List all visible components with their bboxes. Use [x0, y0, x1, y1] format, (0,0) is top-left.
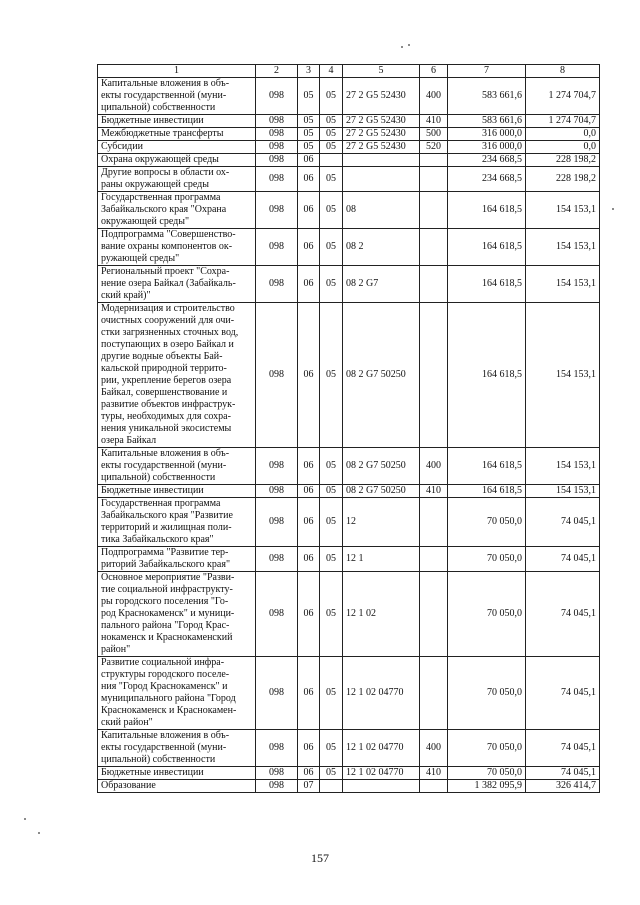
ministry-code-cell: 098: [256, 498, 298, 547]
ministry-code-cell: 098: [256, 657, 298, 730]
amount-year1-cell: 164 618,5: [448, 303, 526, 448]
item-name-cell: Государственная программа Забайкальского края "Охрана окружающей среды": [98, 192, 256, 229]
ministry-code-cell: 098: [256, 154, 298, 167]
subsection-code-cell: 05: [320, 657, 343, 730]
section-code-cell: 07: [298, 780, 320, 793]
section-code-cell: 05: [298, 128, 320, 141]
expense-type-cell: [420, 266, 448, 303]
item-name-cell: Другие вопросы в области ох- раны окружающей среды: [98, 167, 256, 192]
header-cell: 5: [343, 65, 420, 78]
amount-year2-cell: 154 153,1: [526, 448, 600, 485]
subsection-code-cell: 05: [320, 767, 343, 780]
item-name-cell: Капитальные вложения в объ- екты государственной (муни- ципальной) собственности: [98, 78, 256, 115]
target-article-cell: 08 2 G7: [343, 266, 420, 303]
amount-year1-cell: 316 000,0: [448, 141, 526, 154]
table-row: [98, 78, 600, 115]
expense-type-cell: [420, 303, 448, 448]
target-article-cell: [343, 154, 420, 167]
subsection-code-cell: 05: [320, 192, 343, 229]
amount-year1-cell: 70 050,0: [448, 730, 526, 767]
expense-type-cell: [420, 498, 448, 547]
target-article-cell: 08 2 G7 50250: [343, 303, 420, 448]
header-cell: 7: [448, 65, 526, 78]
expense-type-cell: [420, 780, 448, 793]
subsection-code-cell: [320, 154, 343, 167]
section-code-cell: 06: [298, 547, 320, 572]
subsection-code-cell: 05: [320, 448, 343, 485]
item-name-cell: Основное мероприятие "Разви- тие социальной инфраструкту- ры городского поселения "Го- род Краснокаменск" и муници- пального района "Город Крас- нокаменск и Краснокаменский район": [98, 572, 256, 657]
amount-year2-cell: 326 414,7: [526, 780, 600, 793]
amount-year2-cell: 228 198,2: [526, 154, 600, 167]
table-row: [98, 154, 600, 167]
amount-year2-cell: 74 045,1: [526, 498, 600, 547]
amount-year2-cell: 1 274 704,7: [526, 115, 600, 128]
target-article-cell: 12 1 02 04770: [343, 730, 420, 767]
amount-year2-cell: 74 045,1: [526, 730, 600, 767]
expense-type-cell: [420, 657, 448, 730]
section-code-cell: 06: [298, 730, 320, 767]
subsection-code-cell: 05: [320, 115, 343, 128]
amount-year2-cell: 154 153,1: [526, 266, 600, 303]
amount-year2-cell: 154 153,1: [526, 229, 600, 266]
amount-year2-cell: 74 045,1: [526, 657, 600, 730]
item-name-cell: Государственная программа Забайкальского края "Развитие территорий и жилищная поли- тика Забайкальского края": [98, 498, 256, 547]
expense-type-cell: [420, 229, 448, 266]
ministry-code-cell: 098: [256, 780, 298, 793]
expense-type-cell: 400: [420, 448, 448, 485]
target-article-cell: 08 2 G7 50250: [343, 448, 420, 485]
target-article-cell: 27 2 G5 52430: [343, 128, 420, 141]
subsection-code-cell: 05: [320, 78, 343, 115]
table-row: [98, 485, 600, 498]
amount-year2-cell: 154 153,1: [526, 485, 600, 498]
subsection-code-cell: 05: [320, 572, 343, 657]
section-code-cell: 06: [298, 154, 320, 167]
expense-type-cell: 500: [420, 128, 448, 141]
section-code-cell: 06: [298, 485, 320, 498]
ministry-code-cell: 098: [256, 192, 298, 229]
section-code-cell: 06: [298, 498, 320, 547]
target-article-cell: 12 1: [343, 547, 420, 572]
item-name-cell: Субсидии: [98, 141, 256, 154]
amount-year2-cell: 154 153,1: [526, 192, 600, 229]
item-name-cell: Бюджетные инвестиции: [98, 115, 256, 128]
header-cell: 4: [320, 65, 343, 78]
table-row: [98, 547, 600, 572]
subsection-code-cell: 05: [320, 128, 343, 141]
expense-type-cell: [420, 154, 448, 167]
amount-year1-cell: 164 618,5: [448, 266, 526, 303]
section-code-cell: 06: [298, 167, 320, 192]
subsection-code-cell: 05: [320, 266, 343, 303]
ministry-code-cell: 098: [256, 229, 298, 266]
item-name-cell: Подпрограмма "Развитие тер- риторий Забайкальского края": [98, 547, 256, 572]
section-code-cell: 05: [298, 78, 320, 115]
header-cell: 2: [256, 65, 298, 78]
item-name-cell: Бюджетные инвестиции: [98, 485, 256, 498]
page-number: 157: [311, 851, 329, 865]
scan-speck: [612, 208, 614, 210]
amount-year1-cell: 164 618,5: [448, 192, 526, 229]
table-row: [98, 730, 600, 767]
target-article-cell: [343, 167, 420, 192]
table-row: [98, 167, 600, 192]
target-article-cell: 27 2 G5 52430: [343, 141, 420, 154]
amount-year1-cell: 164 618,5: [448, 229, 526, 266]
table-header-row: [98, 65, 600, 78]
expense-type-cell: 520: [420, 141, 448, 154]
amount-year1-cell: 1 382 095,9: [448, 780, 526, 793]
amount-year1-cell: 164 618,5: [448, 485, 526, 498]
amount-year1-cell: 70 050,0: [448, 547, 526, 572]
amount-year2-cell: 0,0: [526, 128, 600, 141]
table-row: [98, 780, 600, 793]
amount-year1-cell: 583 661,6: [448, 78, 526, 115]
target-article-cell: 27 2 G5 52430: [343, 115, 420, 128]
table-body: [98, 78, 600, 793]
item-name-cell: Образование: [98, 780, 256, 793]
scan-speck: [408, 44, 410, 46]
table-row: [98, 303, 600, 448]
section-code-cell: 06: [298, 448, 320, 485]
header-cell: 3: [298, 65, 320, 78]
target-article-cell: 08 2: [343, 229, 420, 266]
amount-year1-cell: 164 618,5: [448, 448, 526, 485]
amount-year2-cell: 154 153,1: [526, 303, 600, 448]
table-row: [98, 266, 600, 303]
section-code-cell: 06: [298, 303, 320, 448]
section-code-cell: 06: [298, 192, 320, 229]
section-code-cell: 06: [298, 229, 320, 266]
expense-type-cell: 410: [420, 115, 448, 128]
budget-table: [97, 64, 600, 793]
ministry-code-cell: 098: [256, 730, 298, 767]
item-name-cell: Региональный проект "Сохра- нение озера Байкал (Забайкаль- ский край)": [98, 266, 256, 303]
ministry-code-cell: 098: [256, 572, 298, 657]
subsection-code-cell: 05: [320, 498, 343, 547]
item-name-cell: Охрана окружающей среды: [98, 154, 256, 167]
amount-year1-cell: 583 661,6: [448, 115, 526, 128]
target-article-cell: 27 2 G5 52430: [343, 78, 420, 115]
target-article-cell: 12: [343, 498, 420, 547]
table-row: [98, 767, 600, 780]
table-row: [98, 448, 600, 485]
expense-type-cell: 410: [420, 485, 448, 498]
expense-type-cell: [420, 547, 448, 572]
item-name-cell: Межбюджетные трансферты: [98, 128, 256, 141]
amount-year1-cell: 70 050,0: [448, 498, 526, 547]
section-code-cell: 06: [298, 767, 320, 780]
table-row: [98, 192, 600, 229]
expense-type-cell: [420, 572, 448, 657]
expense-type-cell: 400: [420, 730, 448, 767]
subsection-code-cell: 05: [320, 229, 343, 266]
ministry-code-cell: 098: [256, 78, 298, 115]
table-row: [98, 141, 600, 154]
amount-year1-cell: 234 668,5: [448, 154, 526, 167]
target-article-cell: 08 2 G7 50250: [343, 485, 420, 498]
item-name-cell: Развитие социальной инфра- структуры городского поселе- ния "Город Краснокаменск" и муниципального района "Город Краснокаменск и Краснокамен- ский район": [98, 657, 256, 730]
amount-year2-cell: 228 198,2: [526, 167, 600, 192]
table-row: [98, 657, 600, 730]
ministry-code-cell: 098: [256, 115, 298, 128]
table-row: [98, 498, 600, 547]
section-code-cell: 06: [298, 266, 320, 303]
item-name-cell: Подпрограмма "Совершенство- вание охраны компонентов ок- ружающей среды": [98, 229, 256, 266]
amount-year1-cell: 234 668,5: [448, 167, 526, 192]
expense-type-cell: [420, 192, 448, 229]
ministry-code-cell: 098: [256, 547, 298, 572]
expense-type-cell: [420, 167, 448, 192]
scan-speck: [24, 818, 26, 820]
header-cell: 8: [526, 65, 600, 78]
amount-year2-cell: 74 045,1: [526, 767, 600, 780]
subsection-code-cell: 05: [320, 547, 343, 572]
subsection-code-cell: 05: [320, 485, 343, 498]
ministry-code-cell: 098: [256, 128, 298, 141]
header-cell: 6: [420, 65, 448, 78]
item-name-cell: Бюджетные инвестиции: [98, 767, 256, 780]
target-article-cell: 08: [343, 192, 420, 229]
table-row: [98, 572, 600, 657]
ministry-code-cell: 098: [256, 167, 298, 192]
table-row: [98, 115, 600, 128]
item-name-cell: Капитальные вложения в объ- екты государственной (муни- ципальной) собственности: [98, 730, 256, 767]
subsection-code-cell: 05: [320, 730, 343, 767]
amount-year1-cell: 70 050,0: [448, 657, 526, 730]
amount-year1-cell: 316 000,0: [448, 128, 526, 141]
target-article-cell: 12 1 02 04770: [343, 767, 420, 780]
amount-year1-cell: 70 050,0: [448, 767, 526, 780]
subsection-code-cell: 05: [320, 303, 343, 448]
subsection-code-cell: 05: [320, 167, 343, 192]
table-row: [98, 229, 600, 266]
table-row: [98, 128, 600, 141]
header-cell: 1: [98, 65, 256, 78]
scan-speck: [38, 832, 40, 834]
target-article-cell: 12 1 02 04770: [343, 657, 420, 730]
amount-year2-cell: 0,0: [526, 141, 600, 154]
ministry-code-cell: 098: [256, 141, 298, 154]
target-article-cell: [343, 780, 420, 793]
ministry-code-cell: 098: [256, 767, 298, 780]
amount-year2-cell: 74 045,1: [526, 572, 600, 657]
ministry-code-cell: 098: [256, 303, 298, 448]
subsection-code-cell: [320, 780, 343, 793]
section-code-cell: 06: [298, 572, 320, 657]
amount-year1-cell: 70 050,0: [448, 572, 526, 657]
section-code-cell: 05: [298, 115, 320, 128]
ministry-code-cell: 098: [256, 448, 298, 485]
section-code-cell: 06: [298, 657, 320, 730]
amount-year2-cell: 1 274 704,7: [526, 78, 600, 115]
target-article-cell: 12 1 02: [343, 572, 420, 657]
scan-speck: [401, 46, 403, 48]
expense-type-cell: 400: [420, 78, 448, 115]
ministry-code-cell: 098: [256, 266, 298, 303]
ministry-code-cell: 098: [256, 485, 298, 498]
item-name-cell: Модернизация и строительство очистных сооружений для очи- стки загрязненных сточных вод, поступающих в озеро Байкал и другие водные объекты Бай- кальской природной террито- рии, укрепление берегов озера Байкал, совершенствование и развитие объектов инфраструк- туры, необходимых для сохра- нения уникальной экосистемы озера Байкал: [98, 303, 256, 448]
item-name-cell: Капитальные вложения в объ- екты государственной (муни- ципальной) собственности: [98, 448, 256, 485]
subsection-code-cell: 05: [320, 141, 343, 154]
amount-year2-cell: 74 045,1: [526, 547, 600, 572]
section-code-cell: 05: [298, 141, 320, 154]
expense-type-cell: 410: [420, 767, 448, 780]
